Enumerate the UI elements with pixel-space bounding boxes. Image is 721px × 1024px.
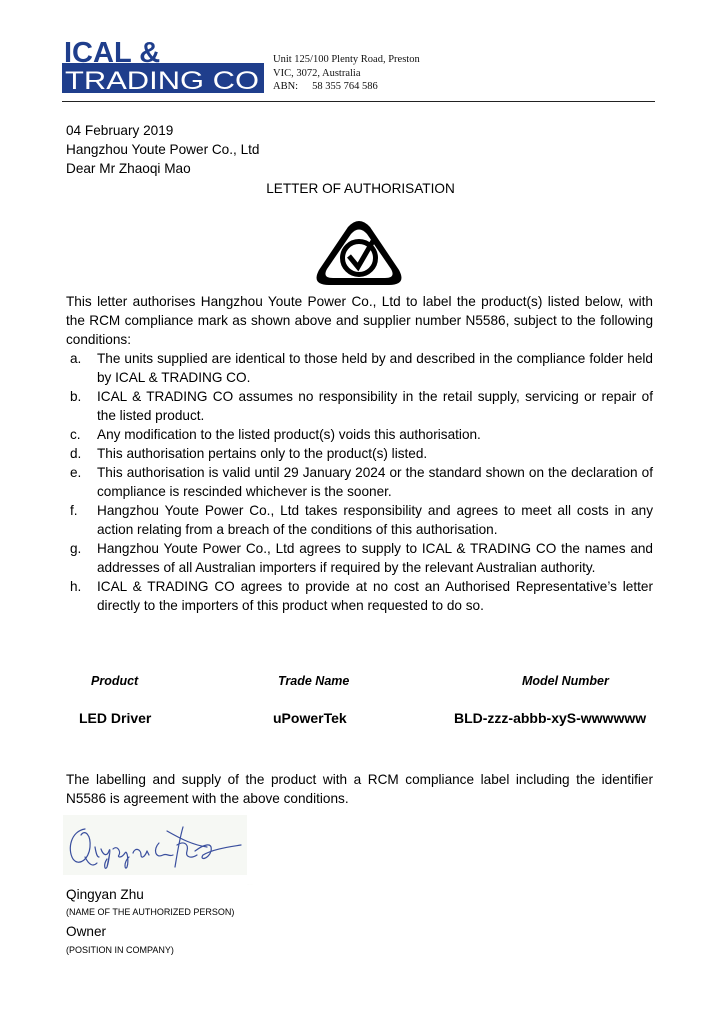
condition-item <box>66 387 653 425</box>
condition-text: The units supplied are identical to those held by and described in the compliance folder held by ICAL & TRADING CO. <box>97 351 653 385</box>
salutation: Dear Mr Zhaoqi Mao <box>66 161 191 176</box>
abn-line <box>273 80 420 94</box>
condition-text: This authorisation pertains only to the product(s) listed. <box>97 446 428 461</box>
logo-line-1: ICAL & <box>64 37 161 69</box>
condition-marker: d. <box>70 446 82 461</box>
signer-name-caption: (NAME OF THE AUTHORIZED PERSON) <box>66 907 235 917</box>
condition-item <box>66 463 653 501</box>
table-cell-product: LED Driver <box>79 710 152 726</box>
signature-text: Qingyan Zhu <box>247 885 253 886</box>
condition-marker: g. <box>70 541 82 556</box>
closing-paragraph: The labelling and supply of the product with a RCM compliance label including the identifier N5586 is agreement with the above conditions. <box>66 772 653 806</box>
table-header-trade-name: Trade Name <box>278 674 350 688</box>
condition-marker: a. <box>70 351 82 366</box>
recipient-company: Hangzhou Youte Power Co., Ltd <box>66 142 260 157</box>
abn-number: 58 355 764 586 <box>312 81 378 92</box>
condition-text: Any modification to the listed product(s) voids this authorisation. <box>97 427 481 442</box>
condition-marker: f. <box>70 503 78 518</box>
intro-paragraph: This letter authorises Hangzhou Youte Power Co., Ltd to label the product(s) listed below, with the RCM compliance mark as shown above and supplier number N5586, subject to the following conditions: <box>66 294 653 347</box>
abn-label: ABN: <box>273 81 299 92</box>
condition-item <box>66 425 653 444</box>
rcm-compliance-mark-icon <box>311 218 407 290</box>
condition-marker: c. <box>70 427 81 442</box>
logo-line-2: TRADING CO <box>65 67 259 95</box>
condition-marker: e. <box>70 465 82 480</box>
company-logo <box>62 36 264 94</box>
condition-item <box>66 501 653 539</box>
handwritten-signature <box>63 815 253 886</box>
condition-text: ICAL & TRADING CO assumes no responsibility in the retail supply, servicing or repair of the listed product. <box>97 389 653 423</box>
condition-text: This authorisation is valid until 29 January 2024 or the standard shown on the declaration of compliance is rescinded whichever is the sooner. <box>97 465 653 499</box>
table-header-model-number: Model Number <box>522 674 609 688</box>
signer-position-caption: (POSITION IN COMPANY) <box>66 945 174 955</box>
condition-text: Hangzhou Youte Power Co., Ltd agrees to supply to ICAL & TRADING CO the names and addresses of all Australian importers if required by the relevant Australian authority. <box>97 541 653 575</box>
condition-marker: b. <box>70 389 82 404</box>
table-header-product: Product <box>91 674 139 688</box>
address-line-2: VIC, 3072, Australia <box>273 67 361 79</box>
signer-position: Owner <box>66 924 107 939</box>
condition-marker: h. <box>70 579 82 594</box>
letter-date: 04 February 2019 <box>66 123 174 138</box>
condition-item <box>66 539 653 577</box>
company-address <box>273 53 420 94</box>
address-line-1: Unit 125/100 Plenty Road, Preston <box>273 54 420 65</box>
table-cell-model-number: BLD-zzz-abbb-xyS-wwwwww <box>454 710 647 726</box>
condition-item <box>66 444 653 463</box>
condition-text: ICAL & TRADING CO agrees to provide at no cost an Authorised Representative’s letter directly to the importers of this product when requested to do so. <box>97 579 653 613</box>
signer-name: Qingyan Zhu <box>66 887 144 902</box>
letter-heading: LETTER OF AUTHORISATION <box>266 181 455 196</box>
header-divider <box>62 101 655 102</box>
table-cell-trade-name: uPowerTek <box>273 710 347 726</box>
condition-text: Hangzhou Youte Power Co., Ltd takes responsibility and agrees to meet all costs in any action relating from a breach of the conditions of this authorisation. <box>97 503 653 537</box>
condition-item <box>66 577 653 615</box>
condition-item <box>66 349 653 387</box>
conditions-list <box>66 349 653 615</box>
